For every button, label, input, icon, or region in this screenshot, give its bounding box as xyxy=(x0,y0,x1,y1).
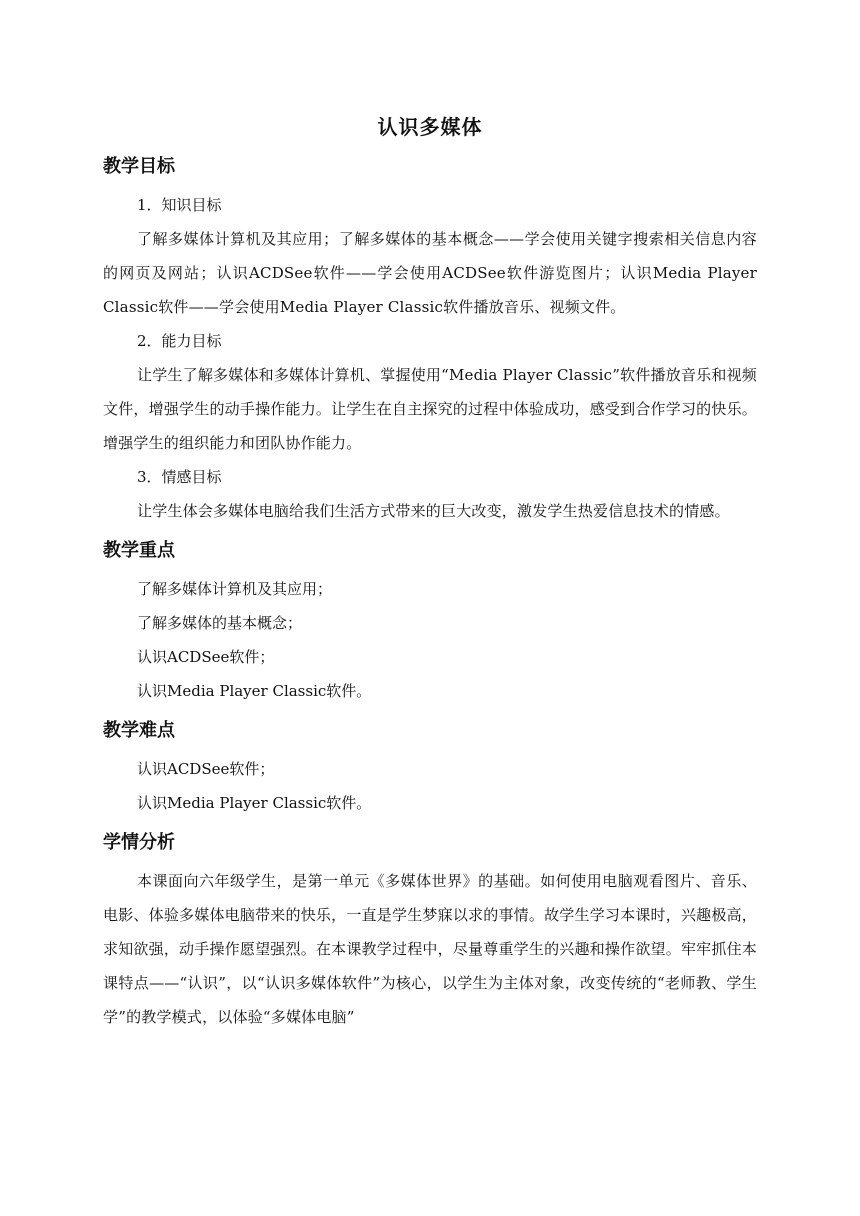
section-key-points xyxy=(103,538,757,708)
knowledge-objective-text: 了解多媒体计算机及其应用；了解多媒体的基本概念——学会使用关键字搜索相关信息内容的网页及网站；认识ACDSee软件——学会使用ACDSee软件游览图片；认识Media Player Classic软件——学会使用Media Player Classic软件播放音乐、视频文件。 xyxy=(103,230,757,316)
ability-objective-heading: 2．能力目标 xyxy=(137,332,222,350)
section-teaching-objectives xyxy=(103,154,757,528)
list-item: 了解多媒体计算机及其应用； xyxy=(137,580,333,598)
list-item: 认识ACDSee软件； xyxy=(137,760,275,778)
ability-objective-text: 让学生了解多媒体和多媒体计算机、掌握使用“Media Player Classic”软件播放音乐和视频文件，增强学生的动手操作能力。让学生在自主探究的过程中体验成功，感受到合作学习的快乐。增强学生的组织能力和团队协作能力。 xyxy=(103,366,757,452)
emotion-objective-text: 让学生体会多媒体电脑给我们生活方式带来的巨大改变，激发学生热爱信息技术的情感。 xyxy=(137,502,730,520)
learner-analysis-text: 本课面向六年级学生，是第一单元《多媒体世界》的基础。如何使用电脑观看图片、音乐、电影、体验多媒体电脑带来的快乐，一直是学生梦寐以求的事情。故学生学习本课时，兴趣极高，求知欲强，动手操作愿望强烈。在本课教学过程中，尽量尊重学生的兴趣和操作欲望。牢牢抓住本课特点——“认识”，以“认识多媒体软件”为核心，以学生为主体对象，改变传统的“老师教、学生学”的教学模式，以体验“多媒体电脑” xyxy=(103,872,757,1026)
section-difficulties xyxy=(103,718,757,820)
list-item: 认识Media Player Classic软件。 xyxy=(137,794,372,812)
knowledge-objective-heading: 1．知识目标 xyxy=(137,196,222,214)
section-heading: 学情分析 xyxy=(103,832,175,853)
document-title: 认识多媒体 xyxy=(377,115,483,139)
emotion-objective-heading: 3．情感目标 xyxy=(137,468,222,486)
section-heading: 教学重点 xyxy=(103,540,175,561)
section-heading: 教学目标 xyxy=(103,156,175,177)
list-item: 认识Media Player Classic软件。 xyxy=(137,682,372,700)
document-body xyxy=(103,154,757,1044)
section-heading: 教学难点 xyxy=(103,720,175,741)
section-learner-analysis xyxy=(103,830,757,1034)
list-item: 认识ACDSee软件； xyxy=(137,648,275,666)
list-item: 了解多媒体的基本概念； xyxy=(137,614,303,632)
